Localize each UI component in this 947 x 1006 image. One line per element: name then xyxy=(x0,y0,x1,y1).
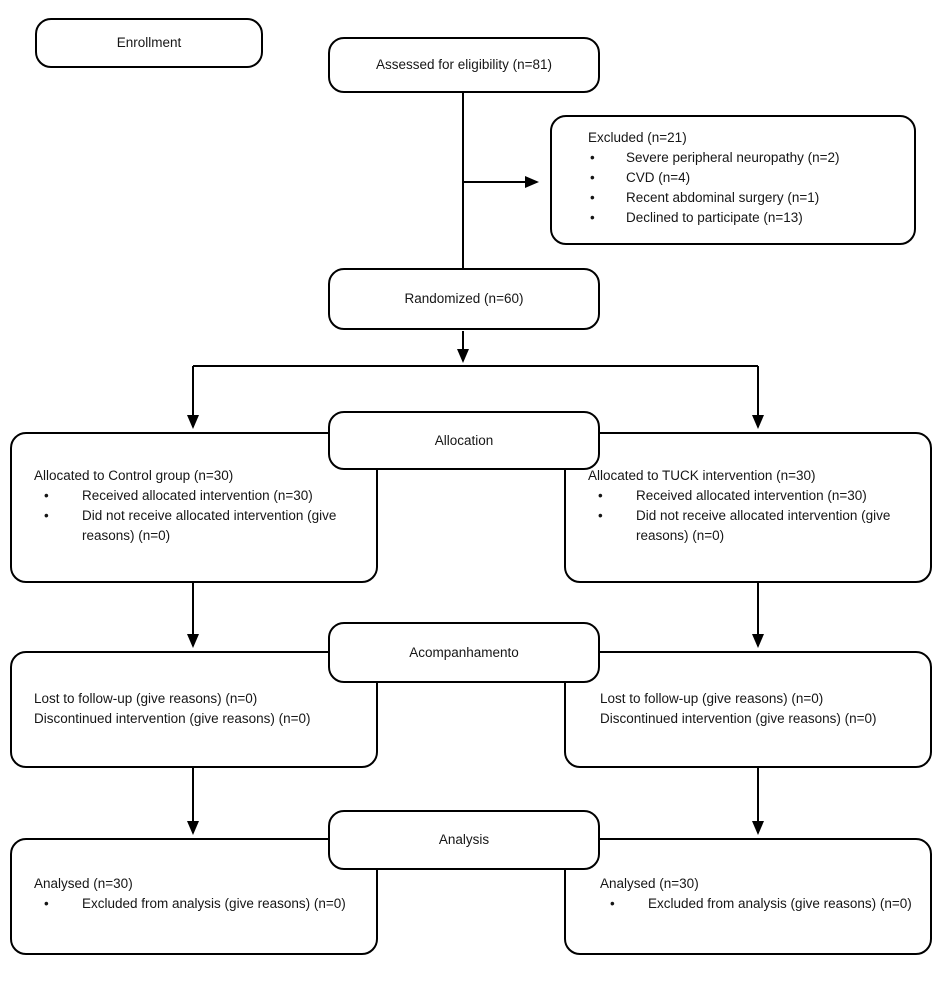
excluded-title: Excluded (n=21) xyxy=(588,130,687,145)
stage-label-allocation-text: Allocation xyxy=(434,432,494,448)
node-analysed-control xyxy=(10,838,378,955)
stage-label-analysis xyxy=(328,810,600,870)
bullet-icon: • xyxy=(590,170,595,185)
node-allocated-control xyxy=(10,432,378,583)
followup-control-line-2: Discontinued intervention (give reasons) (n=0) xyxy=(34,711,311,726)
stage-label-followup-text: Acompanhamento xyxy=(409,644,519,660)
node-followup-control xyxy=(10,651,378,768)
stage-label-followup xyxy=(328,622,600,683)
bullet-icon: • xyxy=(44,896,49,911)
excluded-bullet-4: • Declined to participate (n=13) xyxy=(590,208,904,228)
followup-tuck-line-1: Lost to follow-up (give reasons) (n=0) xyxy=(600,691,824,706)
bullet-icon: • xyxy=(590,150,595,165)
node-analysed-tuck xyxy=(564,838,932,955)
node-allocated-tuck xyxy=(564,432,932,583)
stage-label-enrollment-text: Enrollment xyxy=(116,35,182,50)
excluded-bullet-1: • Severe peripheral neuropathy (n=2) xyxy=(590,148,904,168)
stage-label-analysis-text: Analysis xyxy=(438,832,490,847)
allocated-tuck-bullet-1: • Received allocated intervention (n=30) xyxy=(598,486,920,506)
stage-label-enrollment xyxy=(35,18,263,68)
analysed-tuck-title: Analysed (n=30) xyxy=(600,876,699,891)
allocated-control-bullet-2: • Did not receive allocated intervention (give reasons) (n=0) xyxy=(44,506,366,546)
bullet-icon: • xyxy=(590,190,595,205)
analysed-tuck-bullet-1: • Excluded from analysis (give reasons) (n=0) xyxy=(610,894,920,914)
node-randomized-text: Randomized (n=60) xyxy=(404,291,524,306)
bullet-icon: • xyxy=(590,210,595,225)
followup-control-line-1: Lost to follow-up (give reasons) (n=0) xyxy=(34,691,258,706)
allocated-tuck-bullet-2: • Did not receive allocated intervention (give reasons) (n=0) xyxy=(598,506,920,546)
bullet-icon: • xyxy=(598,488,603,503)
bullet-icon: • xyxy=(598,508,603,523)
node-randomized xyxy=(328,268,600,330)
node-excluded xyxy=(550,115,916,245)
bullet-icon: • xyxy=(44,508,49,523)
node-followup-tuck xyxy=(564,651,932,768)
analysed-control-bullet-1: • Excluded from analysis (give reasons) (n=0) xyxy=(44,894,366,914)
node-assessed-eligibility-text: Assessed for eligibility (n=81) xyxy=(376,57,552,72)
allocated-tuck-title: Allocated to TUCK intervention (n=30) xyxy=(588,468,816,483)
stage-label-allocation xyxy=(328,411,600,470)
allocated-control-bullet-1: • Received allocated intervention (n=30) xyxy=(44,486,366,506)
bullet-icon: • xyxy=(44,488,49,503)
node-assessed-eligibility xyxy=(328,37,600,93)
analysed-control-title: Analysed (n=30) xyxy=(34,876,133,891)
excluded-bullet-2: • CVD (n=4) xyxy=(590,168,904,188)
bullet-icon: • xyxy=(610,896,615,911)
excluded-bullet-3: • Recent abdominal surgery (n=1) xyxy=(590,188,904,208)
followup-tuck-line-2: Discontinued intervention (give reasons) (n=0) xyxy=(600,711,877,726)
allocated-control-title: Allocated to Control group (n=30) xyxy=(34,468,234,483)
